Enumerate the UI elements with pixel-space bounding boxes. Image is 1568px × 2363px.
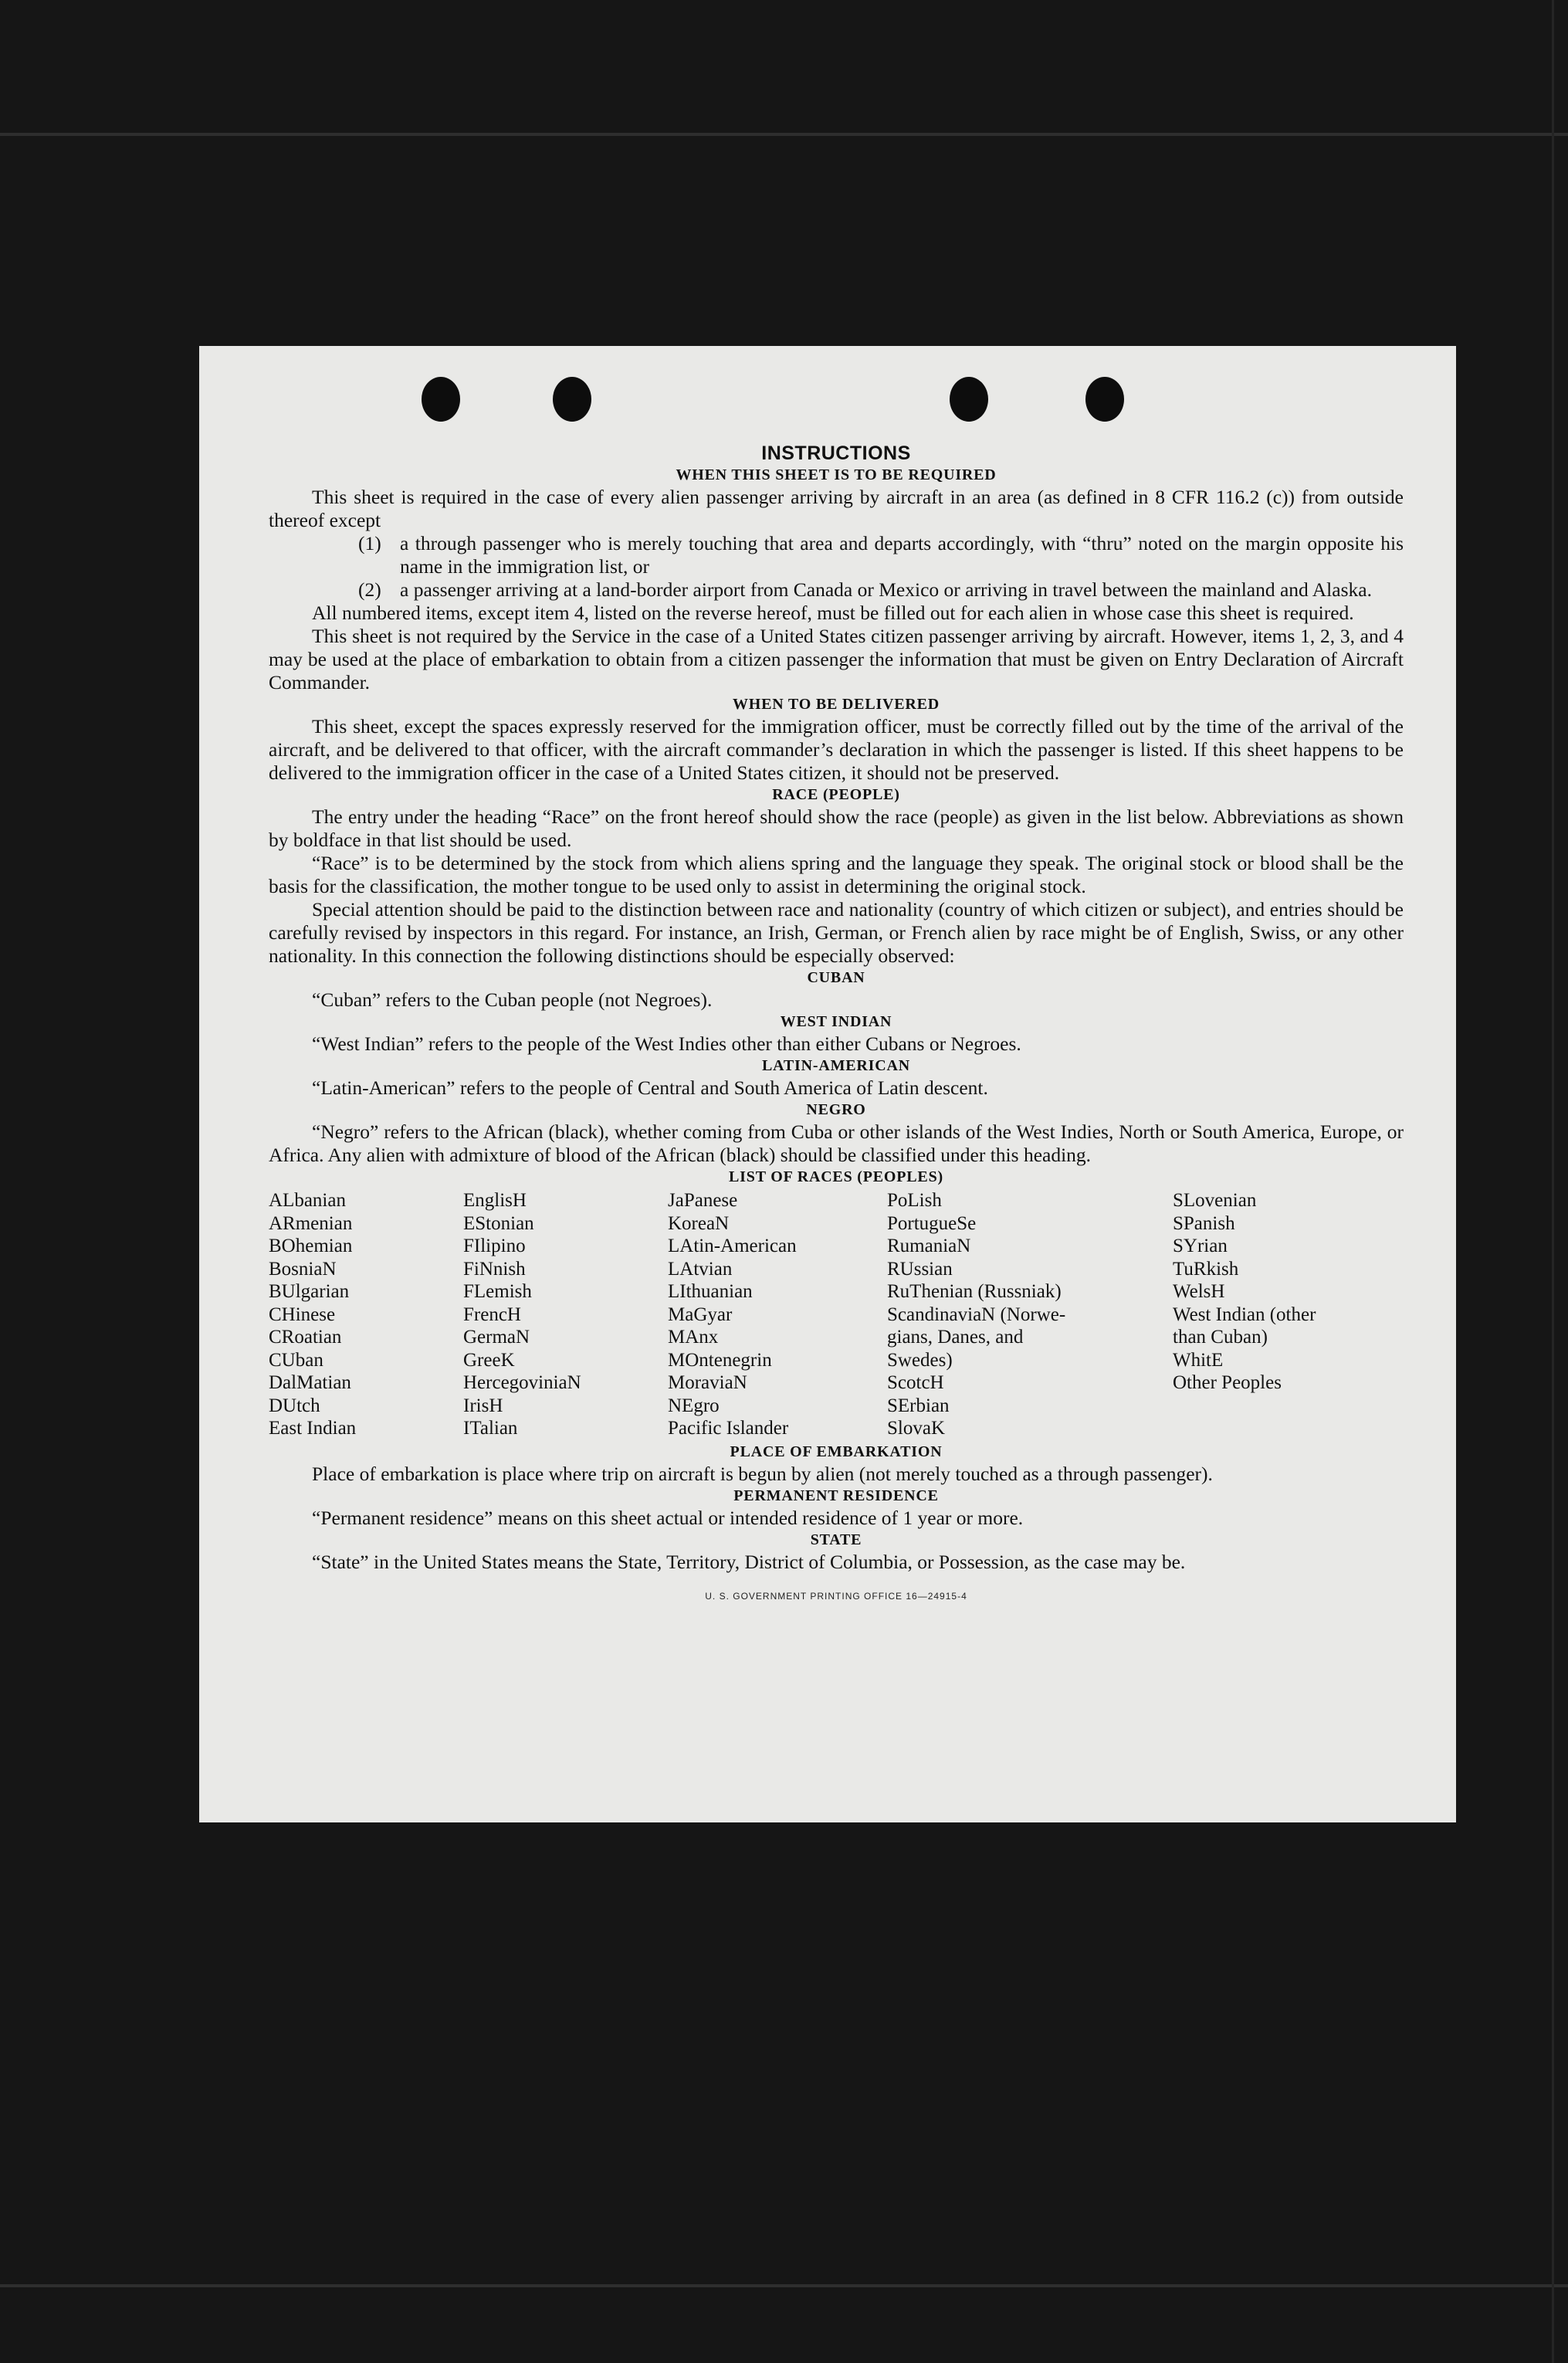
section-heading-state: STATE <box>810 1531 862 1548</box>
race-entry: GreeK <box>463 1349 515 1371</box>
race-entry: DalMatian <box>269 1372 351 1393</box>
when-required-intro: This sheet is required in the case of every alien passenger arriving by aircraft in an area (as defined in 8 CFR 116.2 (c)) from outside thereof except <box>269 486 1404 531</box>
latin-american-text: “Latin-American” refers to the people of Central and South America of Latin descent. <box>312 1076 988 1099</box>
race-entry: TuRkish <box>1173 1258 1239 1280</box>
race-entry: PoLish <box>887 1190 942 1211</box>
race-entry: Other Peoples <box>1173 1372 1282 1393</box>
race-paragraph-2: “Race” is to be determined by the stock from which aliens spring and the language they speak. The original stock or blood shall be the basis for the classification, the mother tongue to be used only to assist in determining the original stock. <box>269 852 1404 897</box>
section-heading-place-of-embarkation: PLACE OF EMBARKATION <box>730 1443 943 1460</box>
page-title: INSTRUCTIONS <box>761 442 911 464</box>
race-entry: FiNnish <box>463 1258 526 1280</box>
race-entry: KoreaN <box>668 1212 730 1234</box>
race-entry: MOntenegrin <box>668 1349 772 1371</box>
race-entry: gians, Danes, and <box>887 1327 1024 1348</box>
race-entry: RuThenian (Russniak) <box>887 1281 1062 1302</box>
negro-text: “Negro” refers to the African (black), whether coming from Cuba or other islands of the West Indies, North or South America, Europe, or Africa. Any alien with admixture of blood of the African (black) should be classified under this heading. <box>269 1120 1404 1166</box>
race-entry: than Cuban) <box>1173 1327 1268 1348</box>
race-entry: BOhemian <box>269 1236 353 1256</box>
race-entry: HercegoviniaN <box>463 1372 581 1393</box>
race-entry: NEgro <box>668 1395 720 1416</box>
punch-hole <box>1085 377 1124 422</box>
race-entry: PortugueSe <box>887 1212 977 1234</box>
race-entry: JaPanese <box>668 1190 738 1211</box>
race-entry: SYrian <box>1173 1236 1228 1256</box>
race-entry: GermaN <box>463 1327 530 1348</box>
race-entry: ITalian <box>463 1418 518 1439</box>
exception-text: a through passenger who is merely touching that area and departs accordingly, with “thru” noted on the margin opposite his name in the immigration list, or <box>400 532 1404 578</box>
punch-hole <box>950 377 988 422</box>
race-entry: FrencH <box>463 1304 521 1325</box>
race-entry: WelsH <box>1173 1281 1225 1302</box>
race-entry: LAtin-American <box>668 1236 797 1256</box>
section-heading-cuban: CUBAN <box>807 969 865 986</box>
race-column <box>269 1189 463 1440</box>
race-entry: FIlipino <box>463 1236 526 1256</box>
race-column <box>463 1189 668 1440</box>
race-entry: SLovenian <box>1173 1190 1257 1211</box>
race-column <box>1173 1189 1358 1440</box>
race-paragraph-1: The entry under the heading “Race” on the front hereof should show the race (people) as given in the list below. Abbreviations as shown by boldface in that list should be used. <box>269 805 1404 851</box>
section-heading-list-of-races: LIST OF RACES (PEOPLES) <box>729 1168 943 1185</box>
race-entry: ALbanian <box>269 1190 346 1211</box>
section-heading-race: RACE (PEOPLE) <box>772 786 900 803</box>
section-heading-west-indian: WEST INDIAN <box>780 1013 892 1030</box>
exception-item <box>269 532 1404 578</box>
race-entry: MaGyar <box>668 1304 733 1325</box>
race-entry: CRoatian <box>269 1327 342 1348</box>
race-entry: ScotcH <box>887 1372 944 1393</box>
race-entry: SErbian <box>887 1395 950 1416</box>
place-of-embarkation-text: Place of embarkation is place where trip on aircraft is begun by alien (not merely touched as a through passenger). <box>312 1462 1213 1485</box>
race-entry: LAtvian <box>668 1258 733 1280</box>
race-entry: FLemish <box>463 1281 532 1302</box>
race-entry: CUban <box>269 1349 323 1371</box>
race-column <box>668 1189 887 1440</box>
race-entry: SlovaK <box>887 1418 945 1439</box>
race-paragraph-3: Special attention should be paid to the distinction between race and nationality (country of which citizen or subject), and entries should be carefully revised by inspectors in this regard. For instance, an Irish, German, or French alien by race might be of English, Swiss, or any other nationality. In this connection the following distinctions should be especially observed: <box>269 898 1404 967</box>
race-list <box>269 1189 1404 1440</box>
race-column <box>887 1189 1173 1440</box>
punch-hole <box>422 377 460 422</box>
film-frame-edge-top <box>0 133 1568 136</box>
section-heading-negro: NEGRO <box>806 1101 866 1118</box>
race-entry: East Indian <box>269 1418 357 1439</box>
when-delivered-text: This sheet, except the spaces expressly reserved for the immigration officer, must be correctly filled out by the time of the arrival of the aircraft, and be delivered to that officer, with the aircraft commander’s declaration in which the passenger is listed. If this sheet happens to be delivered to the immigration officer in the case of a United States citizen, it should not be preserved. <box>269 715 1404 784</box>
cuban-text: “Cuban” refers to the Cuban people (not Negroes). <box>312 988 713 1011</box>
film-frame-edge-right <box>1552 0 1554 2363</box>
race-entry: BosniaN <box>269 1258 337 1280</box>
race-entry: EStonian <box>463 1212 534 1234</box>
permanent-residence-text: “Permanent residence” means on this sheet actual or intended residence of 1 year or more. <box>312 1506 1024 1529</box>
film-frame-edge-bottom <box>0 2284 1568 2287</box>
race-entry: CHinese <box>269 1304 336 1325</box>
instruction-sheet <box>199 346 1456 1822</box>
section-heading-permanent-residence: PERMANENT RESIDENCE <box>733 1487 939 1504</box>
race-entry: ScandinaviaN (Norwe- <box>887 1304 1066 1325</box>
citizen-paragraph: This sheet is not required by the Service in the case of a United States citizen passenger arriving by aircraft. However, items 1, 2, 3, and 4 may be used at the place of embarkation to obtain from a citizen passenger the information that must be given on Entry Declaration of Aircraft Commander. <box>269 625 1404 693</box>
race-entry: MoraviaN <box>668 1372 747 1393</box>
section-heading-when-delivered: WHEN TO BE DELIVERED <box>732 696 940 713</box>
race-entry: West Indian (other <box>1173 1304 1316 1325</box>
race-entry: Swedes) <box>887 1349 953 1371</box>
exception-number: (2) <box>358 578 381 601</box>
race-entry: RUssian <box>887 1258 953 1280</box>
race-entry: IrisH <box>463 1395 503 1416</box>
west-indian-text: “West Indian” refers to the people of the West Indies other than either Cubans or Negroes. <box>312 1032 1021 1055</box>
race-entry: ARmenian <box>269 1212 353 1234</box>
race-entry: SPanish <box>1173 1212 1235 1234</box>
punch-hole <box>553 377 591 422</box>
race-entry: WhitE <box>1173 1349 1224 1371</box>
section-heading-latin-american: LATIN-AMERICAN <box>762 1057 910 1074</box>
race-entry: EnglisH <box>463 1190 527 1211</box>
race-entry: BUlgarian <box>269 1281 350 1302</box>
printing-office-footer: U. S. GOVERNMENT PRINTING OFFICE 16—24915-4 <box>705 1590 967 1602</box>
race-entry: LIthuanian <box>668 1281 753 1302</box>
exception-item <box>269 578 1404 602</box>
exception-number: (1) <box>358 532 381 554</box>
race-entry: RumaniaN <box>887 1236 971 1256</box>
race-entry: DUtch <box>269 1395 320 1416</box>
exception-text: a passenger arriving at a land-border airport from Canada or Mexico or arriving in travel between the mainland and Alaska. <box>400 578 1372 601</box>
race-entry: MAnx <box>668 1327 719 1348</box>
race-entry: Pacific Islander <box>668 1418 789 1439</box>
numbered-items-paragraph: All numbered items, except item 4, listed on the reverse hereof, must be filled out for each alien in whose case this sheet is required. <box>312 602 1354 624</box>
section-heading-when-required: WHEN THIS SHEET IS TO BE REQUIRED <box>676 466 997 483</box>
state-text: “State” in the United States means the State, Territory, District of Columbia, or Possession, as the case may be. <box>312 1550 1186 1573</box>
